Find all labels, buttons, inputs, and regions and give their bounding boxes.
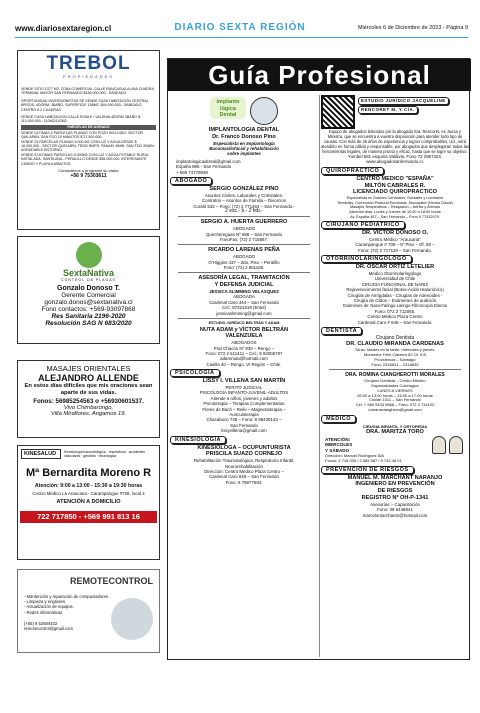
otorrino-line: Fono: 072 2 712065.: [374, 308, 416, 314]
abogado-line: ABOGADO: [232, 226, 256, 232]
dentista-line: romanacianghero@gmail.com: [368, 407, 422, 413]
abogado-line: Asuntos Civiles, Laborales y Criminales.: [204, 192, 284, 198]
cirujano-name: DR. VÍCTOR DONOSO O.: [361, 230, 429, 237]
implanto-logo: [210, 97, 246, 119]
compactor-image: [111, 598, 153, 640]
cirujano-line: Centro Médico "Araucaria": [369, 236, 421, 242]
sextanativa-phones: Fono contactos: +569-93097868: [41, 306, 136, 313]
otorrino-line: Cirugía de Oídos – Exámenes de audición: [353, 298, 437, 304]
section-cirujano: CIRUJANO PEDIÁTRICO: [321, 221, 405, 229]
psicologia-line: Auriculoterapia: [229, 411, 259, 417]
masajes-phones: Fonos: 56985254563 o +56930601537.: [33, 398, 144, 405]
juridico-body: Equipo de abogados liderados por la abogada Sra. Rencoret, ex Jueza y Ministra, que se encuentra a vuestra disposición para atender todo tipo de causas. Con más de 25 años de experiencia y logros comprobables, Ud., será atendido en forma cálida y responsable, por abogados que desplegaran todas las herramientas legales, de manera pronta y eficaz, hasta que se logre su objetivo.: [321, 129, 469, 154]
prevencion-title: DE RIESGOS: [377, 488, 413, 495]
section-prevencion: PREVENCIÓN DE RIESGOS: [321, 466, 414, 474]
abogado-name: JESSICA SLIMMING VELÁSQUEZ: [209, 289, 279, 295]
quiro-title: LICENCIADO QUIROPRACTICO: [353, 189, 437, 196]
dentista-line: Providencia – Santiago: [374, 356, 416, 362]
kinesiologia-line: Rehabilitación Traumatológica, Respiratorio Infantil,: [193, 458, 295, 464]
abogado-line: ABOGADA: [233, 294, 255, 300]
implanto-addr: España 985 - San Fernando: [176, 164, 232, 170]
kinesalud-phones: 722 717850 - +569 991 813 16: [20, 511, 157, 523]
abogado-line: Contratos – Asuntos de Familia – Divorcios: [202, 198, 286, 204]
implanto-spec2: Bucomaxilofacial y rehabilitación: [209, 146, 279, 151]
kinesalud-ad: [17, 445, 160, 560]
prevencion-line: Fono: 09 6448841: [377, 507, 413, 513]
guia-title: Guía Profesional: [168, 59, 471, 91]
sextanativa-tag: CONTROL DE PLAGAS: [61, 278, 116, 282]
masajes-addr1: Vivo Chimbarongo,: [63, 405, 114, 411]
page-header: [0, 0, 480, 40]
section-abogado: ABOGADO: [170, 177, 212, 185]
quiro-name: MILTÓN CABRALES R.: [364, 182, 426, 189]
sextanativa-role: Gerente Comercial: [61, 292, 116, 299]
dentista-name: DR. CLAUDIO MIRANDA CARDENAS: [346, 341, 444, 348]
abogado-line: ABOGADO: [232, 254, 256, 260]
abogado-name: Y DEFENSA JUDICIAL: [214, 282, 274, 289]
abogado-name: NUTA ADAM y VÍCTOR BELTRÁN: [199, 326, 289, 333]
kinesiologia-name: KINESIOLOGA – OCUPUNTURISTA: [197, 444, 291, 451]
abogado-line: ABOGADOS: [231, 340, 257, 346]
medico-head: CIRUGIA INFANTIL Y ORTOPEDIA: [362, 423, 428, 429]
sextanativa-name: Gonzalo Donoso T.: [57, 285, 120, 292]
trebol-ad2: OPORTUNIDAD INVERSIONISTAS SE VENDE CASA HABITACION CENTRAL 8PISOS, 4DORM, 3BAÑO, SUPERFICIE 158M2, $44.000.000.- SANEADO, CENTRO A 2 CUADRAS.: [21, 98, 149, 112]
prevencion-line: marcelomarchantn@hotmail.com: [362, 512, 428, 518]
qr-code: [321, 95, 355, 129]
abogado-line: 2 esc.- b.- 2 feb.-: [225, 208, 263, 215]
otorrino-line: Médico Otorrinolaringólogo: [368, 270, 422, 276]
abogado-name: ASESORÍA LEGAL, TRAMITACIÓN: [198, 275, 290, 282]
abogado-line: Fono: (72) 2 861168.: [223, 265, 265, 271]
medico-name: DRA. MARITZA TORO: [366, 429, 424, 436]
remotecontrol-item: - Actualización de equipos.: [24, 604, 74, 610]
column-divider: [319, 95, 320, 657]
remotecontrol-phone: (+56) 9 52684432: [24, 620, 58, 626]
remotecontrol-item: - Redes informáticas: [24, 609, 63, 615]
guia-right-column: [321, 95, 469, 518]
abogado-line: Fono: 072 2 511411 – Cel.: 9 94006787: [205, 350, 283, 356]
quiro-line: Masajes Terapéuticos – Relajación – Artritis y Artrosis: [349, 205, 441, 210]
psicologia-line: Psicoterapia – Terapias Complementarias: [203, 401, 285, 407]
header-rule: [15, 37, 468, 38]
implanto-email: implantologicadental@gmail.com: [176, 158, 241, 164]
implanto-doctor: Dr. Franco Donoso Pino: [212, 133, 276, 140]
trebol-ad: [17, 50, 160, 230]
kinesiologia-name: PRISCILA SUAZO CORNEJO: [205, 451, 283, 458]
otorrino-line: Exámenes de: Naso-Faringo-Laringo-Fibroscopia Directa: [343, 303, 447, 309]
cirujano-line: Fono: (72) 2 717120 – San Fernando.: [358, 247, 432, 253]
quiro-center: CENTRO MEDICO "ESPAÑA": [356, 175, 434, 182]
trebol-ad4: VENDE ULTIMAS 4 PARCELAS PLANAS CON POZO INCLUIDO; SECTOR QUILAPAN, SAN FDO 10 MINUTOS $ 37.500.000.-: [21, 130, 144, 140]
quiro-line: Av. España 467 – San Fernando – Fono 9 77432979.: [350, 214, 440, 219]
otorrino-line: Centro Médico Plaza Centro: [367, 314, 423, 320]
sextanativa-email: gonzalo.donos@sextanativa.cl: [44, 299, 133, 306]
abogado-name: VALENZUELA: [225, 333, 263, 340]
dentista-line: 09:00 a 13:00 horas – 16:00 a 17:00 horas: [357, 392, 433, 398]
abogado-line: Quechereguas Nº 688 – San Fernando: [205, 231, 283, 237]
trebol-ad3: VENDE CASA HABITACION CALLE ROBLE / VALENIA 4DORM 3BAÑO $ 110.000.000.- 110M2/142M2.: [21, 115, 141, 124]
section-kinesiologia: KINESIOLOGÍA: [170, 436, 226, 444]
abogado-line: O'Higgins 437 – 2do. Piso – Peralillo: [208, 259, 280, 265]
masajes-addr2: Villa Miraflores. Angamos 19.: [50, 411, 127, 417]
implanto-logo-text: implanto: [216, 99, 240, 105]
kinesalud-name: Mª Bernardita Moreno R: [25, 467, 152, 479]
juridico-addr: Yumbel 581 esquina Valdivia. Fono 72 2967424.: [347, 154, 443, 159]
masajes-body: En estos días difíciles que mis oraciones sean aparte de sus vidas.: [24, 383, 153, 396]
dentista-line: Fono: 2318831 – 2318830: [371, 361, 419, 367]
medico-att: Y SÁBADO: [325, 447, 350, 453]
psicologia-line: lissyvillena@gmail.com: [221, 428, 267, 434]
abogado-line: adamnuta@hotmail.com: [220, 356, 268, 362]
juridico-web: www.abogadosanfernando.cl.: [366, 159, 424, 165]
medico-line: Dirección: Manuel Rodríguez 52k: [325, 453, 385, 459]
abogado-name: SERGIO A. HUERTA GUERRERO: [200, 219, 288, 226]
implanto-heading: IMPLANTOLOGIA DENTAL: [208, 127, 280, 133]
abogado-line: FonoFax: (72) 2 715867.: [219, 237, 269, 243]
dentista-name: DRA. ROMINA CIANGHEROTTI MORALES: [345, 372, 445, 379]
medico-att: MIERCOLES: [325, 442, 353, 448]
kinesiologia-line: Dirección: Centro Médico Plaza Centro –: [204, 469, 284, 474]
dentista-line: Cel. + 569 9433 9868 – Fono: 072 2 714100: [355, 402, 435, 408]
trebol-logo: TREBOL: [46, 53, 131, 74]
psicologia-line: PSICOLOGÍA INFANTO-JUVENIL-ADULTOS: [199, 390, 289, 396]
doctor-photo: [250, 97, 278, 125]
implanto-phone: + 569 74778928: [176, 169, 208, 175]
abogado-line: Cardenal Caro 444 – San Fernando: [209, 299, 279, 305]
trebol-phone: +56 9 75303611: [70, 172, 107, 179]
otorrino-line: Rejuvenecimiento facial (Botox-Ácido Hialurónico): [346, 287, 444, 293]
site-url: www.diariosextaregion.cl: [15, 24, 112, 33]
medico-line: Fonos: 2 718 030 / 2 585 587 / 9 742 46 01: [325, 457, 402, 463]
implanto-logo-text: Dental: [219, 112, 237, 118]
remotecontrol-item: - Mantención y reparación de compactadores.: [24, 594, 110, 599]
masajes-ad: [17, 360, 160, 438]
otorrino-line: Cardenal Caro # 646 – San Fernando.: [357, 319, 433, 325]
psicologia-line: Flores de Bach – Reiki – Magnetoterapia –: [202, 406, 286, 412]
kinesalud-home: ATENCIÓN A DOMICILIO: [56, 499, 121, 505]
dentista-line: Cirujano Dentista – Centro Médico: [364, 378, 426, 384]
trebol-bar: PARCELAS DE AGRADO: [21, 125, 156, 130]
otorrino-line: Universidad de Chile: [374, 276, 416, 282]
sextanativa-ad: [17, 236, 160, 344]
child-illustration: [449, 436, 463, 454]
sextanativa-res1: Res Sanitaria 2196-2020: [51, 313, 126, 320]
abogado-line: Casilla 40 – Rengo. VI Región – Chile.: [206, 361, 282, 367]
psicologia-line: San Fernando: [230, 422, 258, 428]
cirujano-line: Carampangue # 708 – 5º Piso – Of. 56 –: [355, 242, 435, 248]
kinesalud-tag: Kinesiología traumatológica · respiratoria · accidentes vasculares · geriatría · neurológica: [64, 450, 145, 458]
guia-profesional: [167, 58, 470, 660]
prevencion-title: INGENIERO EN PREVENCIÓN: [355, 481, 435, 488]
quiro-line: Atención días: Lunes y Jueves de 10:00 a 18:00 horas: [349, 209, 441, 214]
dentista-line: Dirac: Martes en la tarde, miércoles y jueves: [355, 347, 435, 353]
psicologia-line: PERITO JUDICIAL: [225, 384, 263, 390]
remotecontrol-logo: REMOTECONTROL: [70, 576, 153, 586]
masajes-title2: ALEJANDRO ALLENDE: [38, 373, 139, 383]
guia-left-column: [170, 95, 318, 485]
dentista-line: Especialidades Colchagua: [371, 383, 419, 389]
juridico-head: ESTUDIO JURÍDICO JACQUELINE: [358, 97, 449, 105]
abogado-name: SERGIO GONZÁLEZ PINO: [209, 186, 279, 193]
remotecontrol-web: remotecontrol@gmail.com: [24, 626, 73, 632]
section-dentista: DENTISTA: [321, 327, 362, 335]
abogado-line: Prat Chacón Nº 930 – Rengo –: [213, 345, 275, 351]
masajes-title1: MASAJES ORIENTALES: [46, 364, 131, 373]
abogado-line: Curaló 532 – Fono: (72) 2 771464 – San Fernando.-: [193, 203, 295, 209]
abogado-line: ESTUDIO JURÍDICO BELTRÁN Y ADAM: [208, 321, 280, 326]
quiro-line: Tendinitis, Corrección Postural Escoliosis, Discopatía (Hernia Discal): [337, 200, 453, 205]
kinesalud-hours: Atención: 9:00 a 13:00 - 15:30 a 19:30 horas: [34, 483, 143, 489]
remotecontrol-item: - Limpieza y engrases.: [24, 599, 67, 605]
prevencion-reg: REGISTRO Nº OH-P-1341: [361, 495, 429, 501]
otorrino-name: DR. ÓSCAR ORTIZ LETELIER: [355, 264, 435, 271]
section-psicologia: PSICOLOGÍA: [170, 369, 220, 377]
psicologia-line: Atiende a niños, jóvenes y adultos: [210, 395, 278, 401]
child-illustration: [432, 436, 446, 454]
sextanativa-logo: SextaNativa: [62, 268, 115, 278]
kinesalud-brand: KINESALUD: [21, 449, 61, 459]
otorrino-line: CIRUGÍA FUNCIONAL DE NARIZ: [361, 281, 429, 287]
section-quiropractico: QUIROPRÁCTICO: [321, 167, 384, 175]
trebol-ad5: VENDE 29 PARCELAS PLANAS 5.000 M2 CON LUZ Y AGUA DESDE $ 18.000.000.- SECTOR QUELMEN, TENO RMPS, PANAM. 8MIN. SAN FDO 20MIN. AGRADABLE ENTORNO.: [21, 139, 155, 153]
leaf-icon: [76, 242, 102, 268]
dentista-line: LUNES A VIERNES: [377, 387, 413, 393]
newspaper-name: DIARIO SEXTA REGIÓN: [174, 22, 306, 33]
dentista-line: Monseñor Félix Cabrera 52 Of. 3 B: [363, 352, 427, 358]
medico-att: ATENCIÓN:: [325, 436, 351, 442]
implanto-spec1: Especialista en Implantología: [213, 140, 275, 146]
otorrino-line: Cirugías de Amígdalas - Cirugías de Adenoides -: [347, 292, 443, 298]
dentista-top: Cirujano Dentista: [375, 335, 415, 342]
trebol-contact: Contáctenos o programe su visita:: [58, 168, 119, 174]
implanto-spec3: sobre implantes: [227, 151, 261, 157]
prevencion-line: Asesorías – Capacitación: [370, 501, 420, 507]
abogado-line: Cel.: 87321819 (Entel): [222, 305, 266, 311]
page-date: Miércoles 6 de Diciembre de 2023 - Página 9: [357, 25, 468, 31]
prevencion-name: MANUEL M. MARCHANT NARANJO: [347, 474, 443, 481]
trebol-sub: PROPIEDADES: [63, 74, 114, 79]
kinesiologia-line: Cardenal Caro 646 – San Fernando: [209, 474, 279, 480]
trebol-ad6: VENDE 5 ULTIMAS PARCELAS 5.000M2 CON LUZ Y AGUA POTABLE RURAL INSTALADA, SANTA ANA - PERALILLO DESDE $36.000.000. INTERESANTE CASINO Y PLAYA A MINUTOS.: [21, 152, 149, 166]
dentista-line: Chillán 1011 – San Fernando: [369, 397, 421, 403]
section-medico: MÉDICO: [321, 415, 356, 423]
quiro-line: Especialista en Dolores Cervicales, Dorsales y Lumbares: [346, 196, 444, 201]
trebol-ad1: VENDE SITIO 1377 M2, ZONA COMERCIAL CALLE RANCAGUA A UNA CUADRA TERMINAL MAYOR SAN FERNANDO $185.000.000.- SANEADO.: [21, 87, 154, 96]
kinesiologia-line: Fono: 9 75877584.: [225, 479, 263, 485]
remotecontrol-ad: [17, 569, 160, 653]
sextanativa-res2: Resolución SAG N 683/2020: [45, 320, 132, 327]
abogado-name: RICARDO LARENAS PEÑA: [208, 247, 280, 254]
abogado-line: jessicaslimming@gmail.com: [216, 310, 272, 316]
kinesiologia-line: Neurorehabilitación: [225, 463, 263, 469]
section-otorrino: OTORRINOLARINGÓLOGO: [321, 255, 412, 263]
psicologia-name: LISSY I. VILLENA SAN MARTÍN: [202, 378, 286, 385]
implanto-logo-text: lógica: [220, 105, 236, 112]
juridico-head: RENCORET M. Y CÍA.: [358, 106, 418, 114]
psicologia-line: Chacabuco 748 – Fono: 9 98439143 –: [206, 417, 282, 423]
kinesalud-addr: Centro Médico La Araucana - Carampangue #708, local 4: [32, 491, 145, 496]
